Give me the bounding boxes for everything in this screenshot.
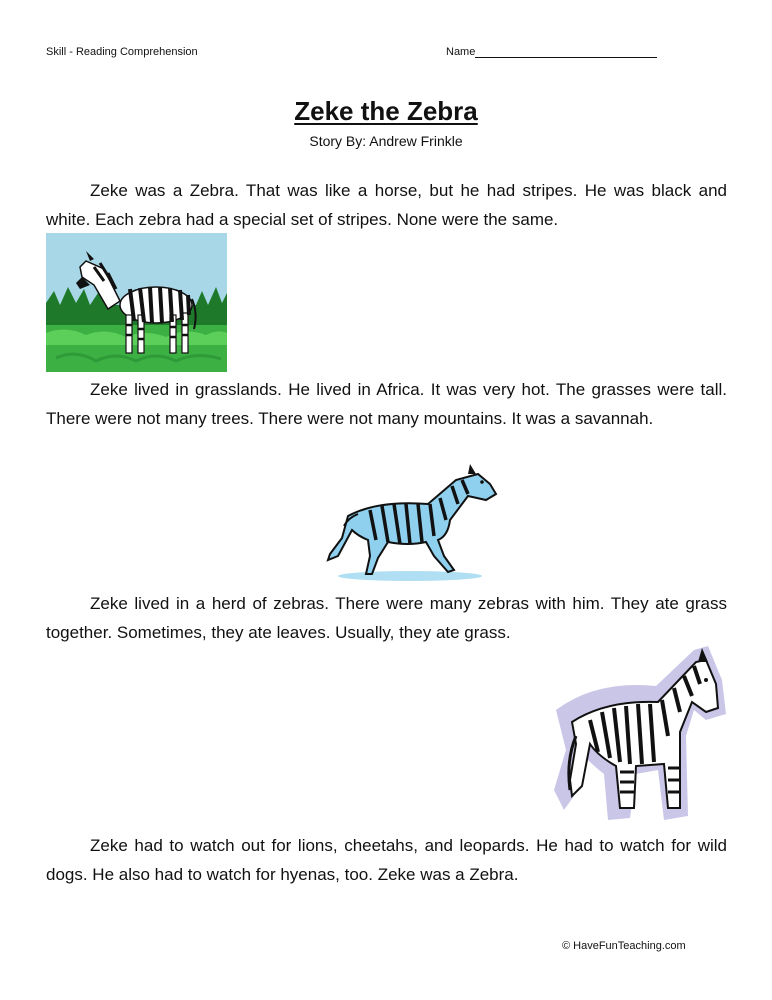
zebra-walking-image [318,460,500,585]
copyright-footer: © HaveFunTeaching.com [562,940,686,952]
name-label: Name [446,46,476,58]
story-byline: Story By: Andrew Frinkle [309,133,463,149]
zebra-standing-image [546,640,728,825]
story-title: Zeke the Zebra [294,96,478,126]
skill-label: Skill - Reading Comprehension [46,46,198,58]
story-paragraph-4: Zeke had to watch out for lions, cheetahs, and leopards. He had to watch for wild dogs. He also had to watch for hyenas, too. Zeke was a Zebra. [46,836,727,884]
story-paragraph-2: Zeke lived in grasslands. He lived in Africa. It was very hot. The grasses were tall. There were not many trees. There were not many mountains. It was a savannah. [46,380,727,428]
story-paragraph-3: Zeke lived in a herd of zebras. There were many zebras with him. They ate grass together. Sometimes, they ate leaves. Usually, they ate grass. [46,594,727,642]
story-paragraph-1: Zeke was a Zebra. That was like a horse, but he had stripes. He was black and white. Each zebra had a special set of stripes. None were the same. [46,181,727,229]
name-field [446,46,657,58]
name-line [475,46,657,58]
zebra-savannah-image [46,233,227,372]
